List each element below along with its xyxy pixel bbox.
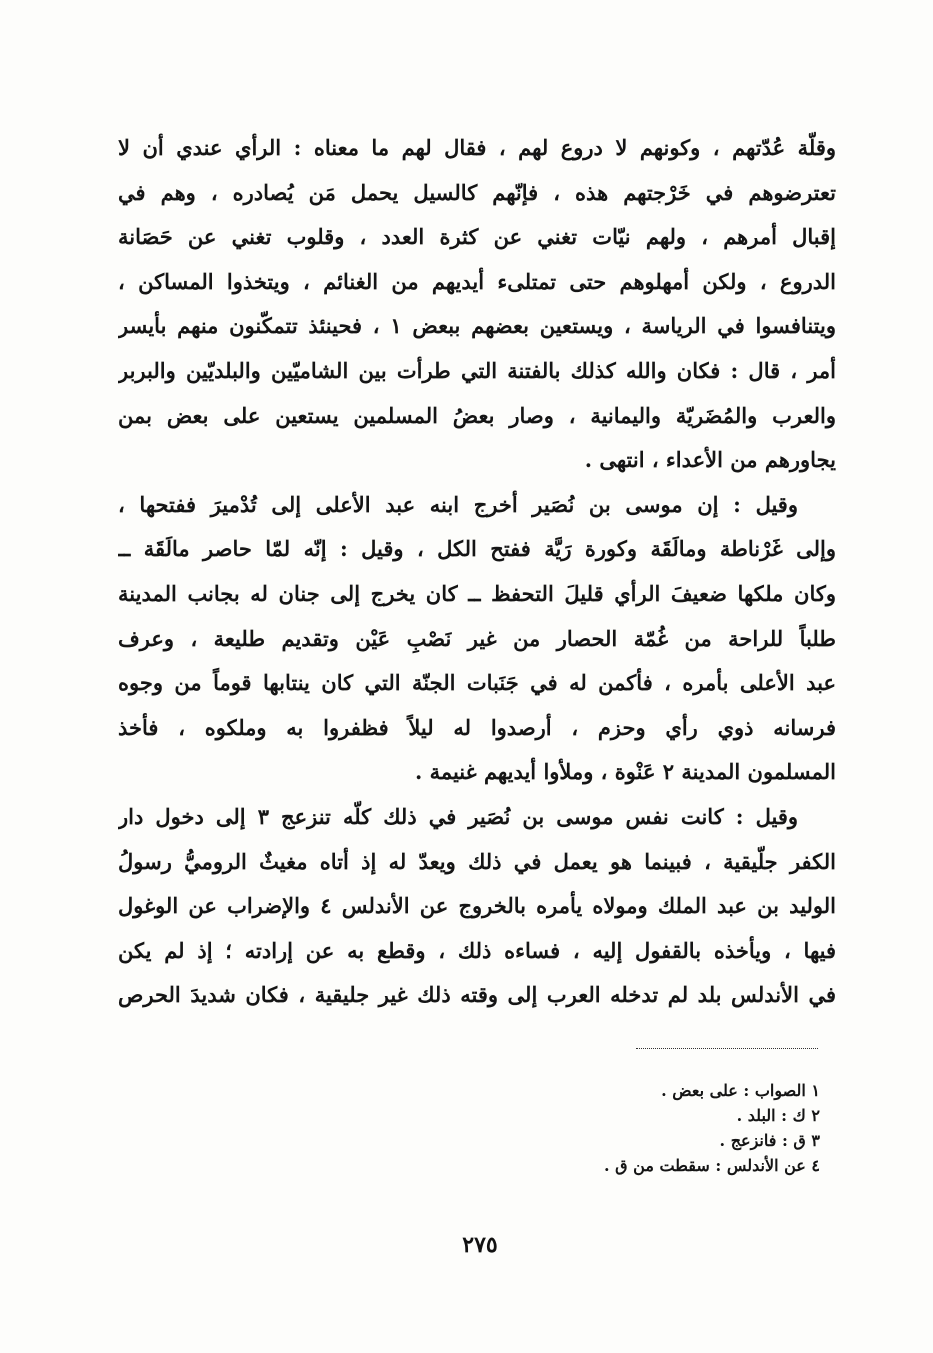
text-line: ويتنافسوا في الرياسة ، ويستعين بعضهم ببعض ١ ، فحينئذ تتمكّنون منهم بأيسر	[118, 313, 836, 339]
text-line: وكان ملكها ضعيفَ الرأي قليلَ التحفظ ــ كان يخرج إلى جنان له بجانب المدينة	[118, 580, 836, 606]
text-line: وقلّة عُدّتهم ، وكونهم لا دروع لهم ، فقال لهم ما معناه : الرأي عندي أن لا	[118, 135, 836, 160]
text-line: وإلى غَرْناطة ومالَقَة وكورة رَيَّة ففتح الكل ، وقيل : إنّه لمّا حاصر مالَقَة ــ	[118, 536, 836, 562]
page-number: ٢٧٥	[462, 1232, 498, 1258]
text-line: يجاورهم من الأعداء ، انتهى .	[584, 447, 836, 473]
text-line: الكفر جلّيقية ، فبينما هو يعمل في ذلك ويعدّ له إذ أتاه مغيثٌ الروميُّ رسولُ	[118, 848, 836, 874]
text-line: وقيل : إن موسى بن نُصَير أخرج ابنه عبد الأعلى إلى تُدْميرَ ففتحها ،	[118, 491, 798, 517]
text-line: فرسانه ذوي رأي وحزم ، أرصدوا له ليلاً فظفروا به وملكوه ، فأخذ	[118, 714, 836, 740]
text-line: عبد الأعلى بأمره ، فأكمن له في جَنَبات الجنّة التي كان ينتابها قوماً من وجوه	[118, 670, 836, 696]
text-line: الدروع ، ولكن أمهلوهم حتى تمتلىء أيديهم من الغنائم ، ويتخذوا المساكن ،	[118, 268, 836, 294]
footnote: ٣ ق : فانزعج .	[719, 1131, 820, 1150]
text-line: المسلمون المدينة ٢ عَنْوة ، وملأوا أيديهم غنيمة .	[414, 759, 836, 785]
body-text	[118, 126, 836, 1018]
text-line: طلباً للراحة من غُمّة الحصار من غير نَصْبِ عَيْن وتقديم طليعة ، وعرف	[118, 625, 836, 651]
footnote: ٢ ك : البلد .	[736, 1106, 820, 1125]
text-line: إقبال أمرهم ، ولهم نيّات تغني عن كثرة العدد ، وقلوب تغني عن حَصَانة	[118, 224, 836, 250]
text-line: الوليد بن عبد الملك ومولاه يأمره بالخروج عن الأندلس ٤ والإضراب عن الوغول	[118, 893, 836, 919]
text-line: والعرب والمُضَريّة واليمانية ، وصار بعضُ المسلمين يستعين على بعض بمن	[118, 402, 836, 428]
footnotes	[400, 1078, 820, 1178]
text-line: تعترضوهم في خَرْجتهم هذه ، فإنّهم كالسيل يحمل مَن يُصادره ، وهم في	[118, 179, 836, 205]
text-line: أمر ، قال : فكان والله كذلك بالفتنة التي طرأت بين الشاميّين والبلديّين والبربر	[118, 357, 836, 383]
footnote-divider	[636, 1048, 818, 1049]
footnote: ٤ عن الأندلس : سقطت من ق .	[604, 1156, 820, 1175]
text-line: في الأندلس بلد لم تدخله العرب إلى وقته ذلك غير جليقية ، فكان شديدَ الحرص	[118, 982, 836, 1008]
text-line: فيها ، ويأخذه بالقفول إليه ، فساءه ذلك ، وقطع به عن إرادته ؛ إذ لم يكن	[118, 937, 836, 963]
text-line: وقيل : كانت نفس موسى بن نُصَير في ذلك كلّه تنزعج ٣ إلى دخول دار	[118, 803, 799, 829]
footnote: ١ الصواب : على بعض .	[661, 1081, 820, 1100]
